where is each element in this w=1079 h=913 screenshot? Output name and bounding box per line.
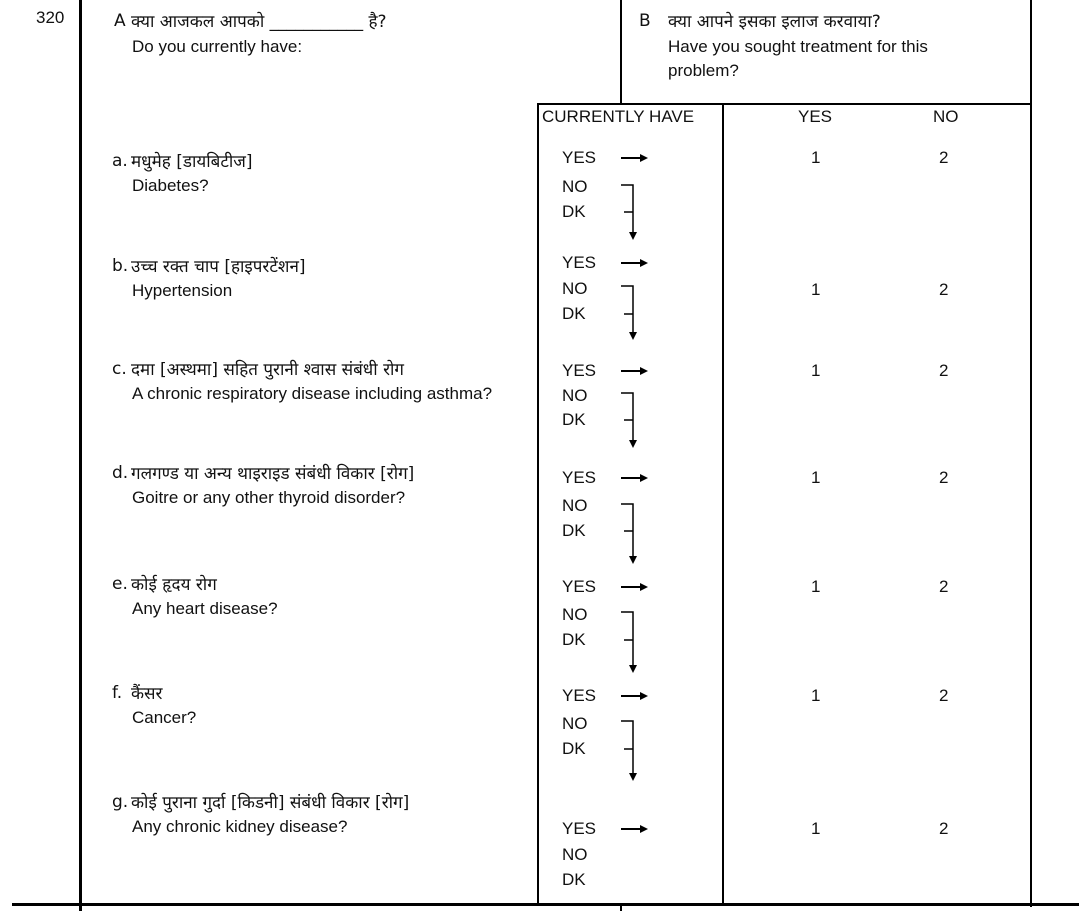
option-no: NO	[562, 714, 588, 733]
code-yes: 1	[811, 468, 821, 487]
item-english-text: Any chronic kidney disease?	[132, 817, 348, 836]
option-yes: YES	[562, 253, 597, 272]
item-label: a.	[112, 151, 128, 171]
option-dk: DK	[562, 870, 586, 889]
code-yes: 1	[811, 148, 821, 167]
option-yes: YES	[562, 468, 597, 487]
option-no: NO	[562, 177, 588, 196]
item-label: b.	[112, 256, 129, 276]
item-label: c.	[112, 359, 127, 379]
option-yes: YES	[562, 148, 597, 167]
skip-arrow-right-icon	[620, 581, 650, 593]
bottom-rule	[12, 903, 1079, 906]
skip-arrow-right-icon	[620, 690, 650, 702]
code-no: 2	[939, 148, 949, 167]
column-header-yes: YES	[798, 107, 833, 126]
item-hindi-text: दमा [अस्थमा] सहित पुरानी श्वास संबंधी रोग	[131, 360, 404, 380]
section-a-hindi-prompt: क्या आजकल आपको ___________ है?	[131, 12, 387, 32]
option-no: NO	[562, 496, 588, 515]
option-no: NO	[562, 605, 588, 624]
code-no: 2	[939, 577, 949, 596]
option-yes: YES	[562, 686, 597, 705]
section-b-left-rule	[620, 0, 622, 104]
left-vertical-rule	[79, 0, 82, 907]
column-header-currently-have: CURRENTLY HAVE	[542, 107, 695, 126]
right-vertical-rule	[1030, 0, 1032, 907]
code-yes: 1	[811, 280, 821, 299]
item-hindi-text: कोई हृदय रोग	[131, 575, 217, 595]
item-english-text: Goitre or any other thyroid disorder?	[132, 488, 406, 507]
code-no: 2	[939, 468, 949, 487]
item-english-text: Diabetes?	[132, 176, 209, 195]
item-label: g.	[112, 792, 129, 812]
section-a-english-prompt: Do you currently have:	[132, 37, 303, 56]
option-dk: DK	[562, 202, 586, 221]
item-english-text: Cancer?	[132, 708, 197, 727]
option-dk: DK	[562, 410, 586, 429]
item-hindi-text: कोई पुराना गुर्दा [किडनी] संबंधी विकार [रोग]	[131, 793, 410, 813]
item-english-text: Any heart disease?	[132, 599, 278, 618]
skip-arrow-right-icon	[620, 472, 650, 484]
code-yes: 1	[811, 819, 821, 838]
skip-arrow-right-icon	[620, 365, 650, 377]
column-header-no: NO	[933, 107, 959, 126]
item-hindi-text: गलगण्ड या अन्य थाइराइड संबंधी विकार [रोग]	[131, 464, 415, 484]
code-no: 2	[939, 819, 949, 838]
code-yes: 1	[811, 686, 821, 705]
bottom-tick-left	[79, 903, 82, 911]
section-b-english-line1: Have you sought treatment for this	[668, 37, 928, 56]
option-dk: DK	[562, 630, 586, 649]
section-b-hindi-prompt: क्या आपने इसका इलाज करवाया?	[668, 12, 881, 32]
item-english-text: Hypertension	[132, 281, 233, 300]
item-label: e.	[112, 574, 128, 594]
currently-have-left-rule	[537, 104, 539, 904]
skip-arrow-down-icon	[618, 611, 642, 675]
option-dk: DK	[562, 739, 586, 758]
skip-arrow-down-icon	[618, 285, 642, 342]
item-label: f.	[112, 683, 123, 703]
code-no: 2	[939, 280, 949, 299]
item-english-text: A chronic respiratory disease including asthma?	[132, 384, 493, 403]
column-header-top-rule	[537, 103, 1032, 105]
skip-arrow-right-icon	[620, 823, 650, 835]
option-dk: DK	[562, 521, 586, 540]
option-no: NO	[562, 845, 588, 864]
skip-arrow-down-icon	[618, 503, 642, 566]
section-b-letter: B	[639, 11, 651, 31]
code-yes: 1	[811, 361, 821, 380]
option-no: NO	[562, 279, 588, 298]
skip-arrow-right-icon	[620, 257, 650, 269]
section-b-english-line2: problem?	[668, 61, 739, 80]
skip-arrow-right-icon	[620, 152, 650, 164]
skip-arrow-down-icon	[618, 720, 642, 783]
bottom-tick-mid	[620, 903, 622, 911]
option-yes: YES	[562, 819, 597, 838]
code-yes: 1	[811, 577, 821, 596]
item-hindi-text: कैंसर	[131, 684, 163, 704]
currently-have-right-rule	[722, 104, 724, 904]
code-no: 2	[939, 686, 949, 705]
option-yes: YES	[562, 361, 597, 380]
question-number: 320	[36, 8, 65, 27]
section-a-letter: A	[114, 11, 126, 31]
item-label: d.	[112, 463, 129, 483]
skip-arrow-down-icon	[618, 184, 642, 242]
skip-arrow-down-icon	[618, 392, 642, 450]
option-no: NO	[562, 386, 588, 405]
option-dk: DK	[562, 304, 586, 323]
item-hindi-text: उच्च रक्त चाप [हाइपरटेंशन]	[131, 257, 306, 277]
option-yes: YES	[562, 577, 597, 596]
item-hindi-text: मधुमेह [डायबिटीज]	[131, 152, 253, 172]
code-no: 2	[939, 361, 949, 380]
